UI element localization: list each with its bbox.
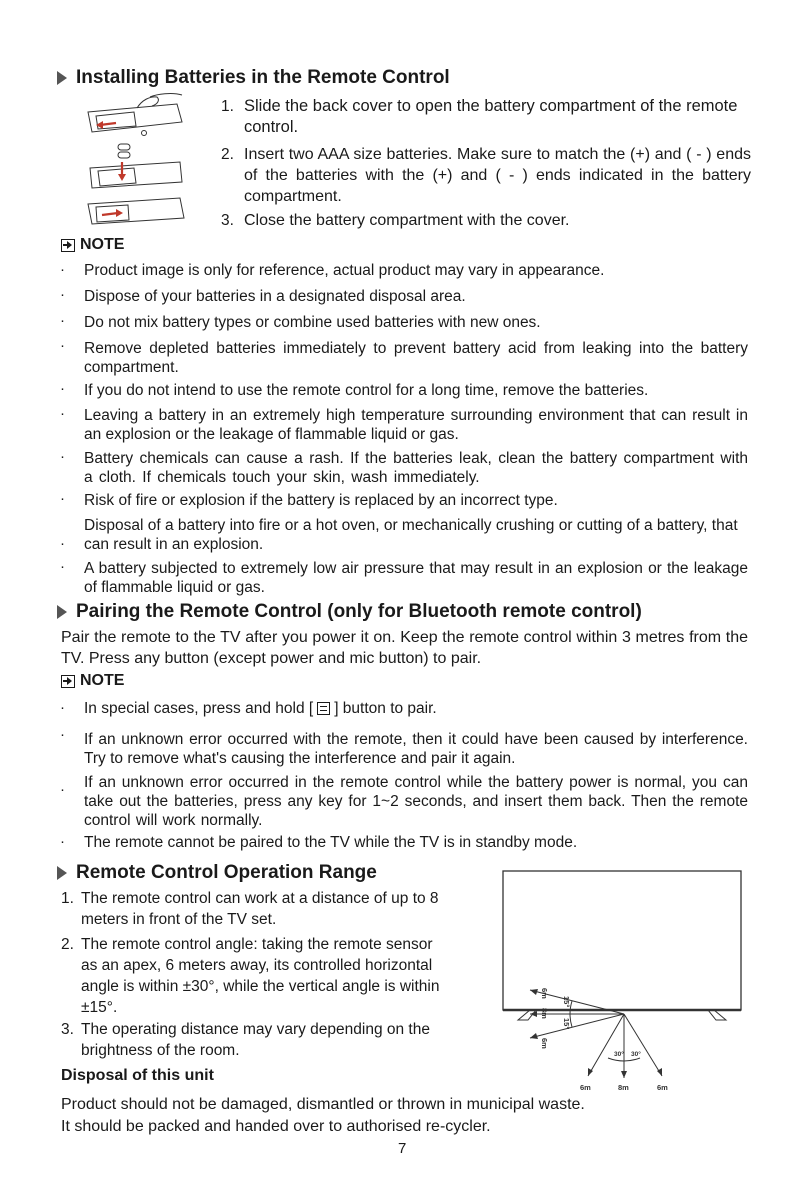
range-step-3: 3. The operating distance may vary depending on the brightness of the room. [61, 1021, 430, 1059]
list-item: If an unknown error occurred with the remote, then it could have been caused by interference. Try to remove what's causing the interference and pair it again. [84, 731, 748, 767]
disposal-line-1: Product should not be damaged, dismantled or thrown in municipal waste. [61, 1096, 585, 1113]
section-title: Installing Batteries in the Remote Control [76, 67, 450, 88]
triangle-bullet-icon [57, 71, 67, 85]
list-item: The remote cannot be paired to the TV while the TV is in standby mode. [84, 834, 578, 851]
range-step-1: 1. The remote control can work at a distance of up to 8 meters in front of the TV set. [61, 890, 439, 928]
tv-right-stand-shape [708, 1010, 726, 1020]
list-item: Do not mix battery types or combine used batteries with new ones. [84, 314, 541, 331]
note-label: NOTE [61, 236, 124, 254]
list-item: Risk of fire or explosion if the battery is replaced by an incorrect type. [84, 492, 558, 509]
disposal-heading: Disposal of this unit [61, 1067, 214, 1084]
angle-label: 30° [614, 1051, 624, 1058]
menu-button-icon [317, 702, 330, 715]
triangle-bullet-icon [57, 866, 67, 880]
section-title: Pairing the Remote Control (only for Bluetooth remote control) [76, 601, 642, 622]
section-heading-pairing [57, 601, 642, 623]
note-arrow-icon [61, 239, 75, 252]
list-item: Dispose of your batteries in a designated disposal area. [84, 288, 466, 305]
note-label: NOTE [61, 672, 124, 690]
list-item: In special cases, press and hold [ ] button to pair. [84, 700, 437, 717]
distance-label: 6m [580, 1083, 591, 1092]
list-item: If you do not intend to use the remote control for a long time, remove the batteries. [84, 382, 649, 399]
triangle-bullet-icon [57, 605, 67, 619]
install-step-1: 1. Slide the back cover to open the battery compartment of the remote control. [221, 97, 738, 136]
distance-label: 8m [540, 1008, 549, 1019]
list-item: If an unknown error occurred in the remote control while the battery power is normal, you can take out the batteries, press any key for 1~2 seconds, and insert them back. Then the remote control will work normally. [84, 774, 748, 829]
distance-label: 6m [540, 988, 549, 999]
close-arrow-icon [102, 213, 118, 215]
list-item: Leaving a battery in an extremely high temperature surrounding environment that can result in an explosion or the leakage of flammable liquid or gas. [84, 407, 748, 443]
list-item: Battery chemicals can cause a rash. If the batteries leak, clean the battery compartment with a cloth. If chemicals touch your skin, wash immediately. [84, 450, 748, 486]
distance-label: 8m [618, 1083, 629, 1092]
angle-label: 30° [631, 1051, 641, 1058]
remote-insert-batteries-image [90, 144, 182, 188]
distance-label: 6m [540, 1038, 549, 1049]
distance-label: 6m [657, 1083, 668, 1092]
section-title: Remote Control Operation Range [76, 862, 377, 883]
range-step-2: 2. The remote control angle: taking the remote sensor as an apex, 6 meters away, its controlled horizontal angle is within ±30°, while the vertical angle is within ±15°. [61, 936, 440, 1016]
disposal-line-2: It should be packed and handed over to authorised re-cycler. [61, 1118, 491, 1135]
note-arrow-icon [61, 675, 75, 688]
tv-range-diagram [500, 868, 745, 1100]
section-heading-operation-range [57, 862, 377, 884]
angle-label: 15° [562, 996, 571, 1008]
remote-open-cover-image [88, 94, 182, 136]
list-item: A battery subjected to extremely low air pressure that may result in an explosion or the leakage of flammable liquid or gas. [84, 560, 748, 596]
install-step-2: 2. Insert two AAA size batteries. Make sure to match the (+) and ( - ) ends of the batteries with the (+) and ( - ) ends indicated in the battery compartment. [221, 146, 751, 205]
remote-close-cover-image [88, 198, 184, 224]
list-item: Remove depleted batteries immediately to prevent battery acid from leaking into the battery compartment. [84, 340, 748, 376]
angle-label: 15° [562, 1018, 571, 1030]
list-item: Product image is only for reference, actual product may vary in appearance. [84, 262, 605, 279]
tv-screen-shape [503, 871, 741, 1010]
battery-installation-illustration [82, 92, 192, 237]
install-step-3: 3. Close the battery compartment with the cover. [221, 212, 570, 229]
pairing-body: Pair the remote to the TV after you power it on. Keep the remote control within 3 metres from the TV. Press any button (except power and mic button) to pair. [61, 629, 748, 667]
list-item: Disposal of a battery into fire or a hot oven, or mechanically crushing or cutting of a battery, that can result in an explosion. [84, 517, 738, 553]
section-heading-installing-batteries [57, 67, 450, 89]
page-number: 7 [398, 1140, 407, 1157]
